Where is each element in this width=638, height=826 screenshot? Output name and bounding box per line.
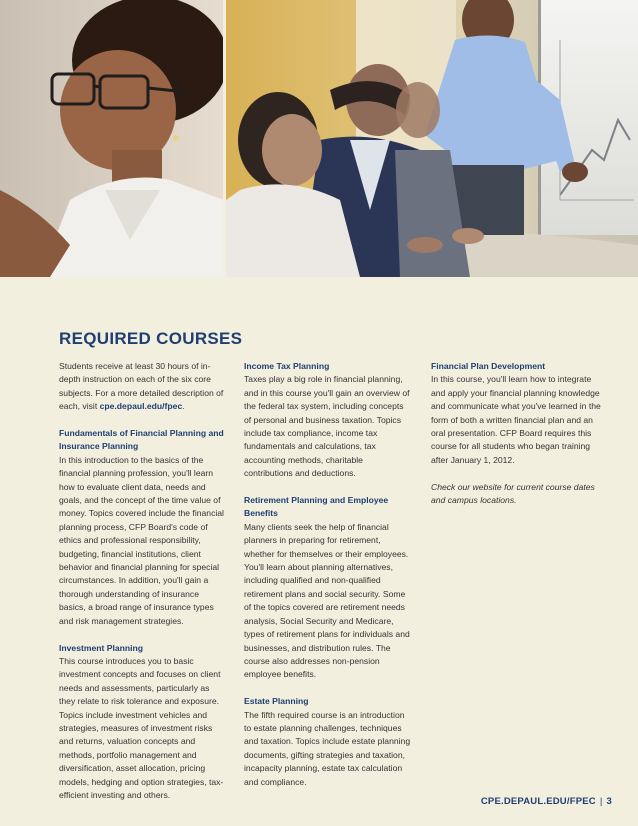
tax-heading: Income Tax Planning — [244, 361, 330, 371]
fundamentals-heading: Fundamentals of Financial Planning and Insurance Planning — [59, 428, 224, 452]
intro-text: Students receive at least 30 hours of in-depth instruction on each of the six core subjects. For a more detailed description of each, visit — [59, 361, 224, 412]
fundamentals-body: In this introduction to the basics of the financial planning profession, you'll learn how to evaluate client data, needs and goals, and the concept of the time value of money. Topics covered include the financial planning process, CFP Board's code of ethics and professional responsibility, budgeting, financial institutions, client behavior and financial planning for special circumstances. In addition, you'll gain a thorough understanding of insurance basics, a broad range of insurance types and risk management strategies. — [59, 454, 224, 626]
page-number: 3 — [606, 796, 612, 807]
retirement-heading: Retirement Planning and Employee Benefits — [244, 495, 389, 519]
column-3 — [431, 360, 601, 521]
retirement-body: Many clients seek the help of financial planners in preparing for retirement, whether for themselves or their employees. You'll learn about planning alternatives, including qualified and non-qualified retirement plans and social security. Some of the topics covered are retirement needs analysis, Social Security and Medicare, types of retirement plans for individuals and businesses, and distribution rules. The course also addresses non-pension employee benefits. — [244, 521, 410, 680]
tax-body: Taxes play a big role in financial planning, and in this course you'll gain an overview of the federal tax system, including concepts of personal and business taxation. Topics include tax compliance, income tax fundamentals and calculations, tax accounting methods, charitable contributions and deductions. — [244, 374, 410, 479]
classroom-photo — [0, 0, 638, 277]
footer-url[interactable]: CPE.DEPAUL.EDU/FPEC — [480, 796, 596, 807]
column-1 — [59, 360, 225, 816]
page-footer — [481, 796, 612, 807]
investment-body: This course introduces you to basic investment concepts and focuses on client needs and assessments, particularly as they relate to risk tolerance and exposure. Topics include investment vehicles and strategies, measures of investment risks and returns, valuation concepts and methods, portfolio management and diversification, asset allocation, pricing models, hedging and option strategies, tax-efficient investing and others. — [59, 655, 224, 800]
column-2 — [244, 360, 412, 802]
section-title: REQUIRED COURSES — [59, 329, 243, 348]
website-link[interactable]: cpe.depaul.edu/fpec — [99, 401, 183, 412]
header-photo — [0, 0, 638, 277]
photo-divider — [223, 0, 226, 277]
plan-body: In this course, you'll learn how to integrate and apply your financial planning knowledge and communicate what you've learned in the form of both a written financial plan and an oral presentation. CFP Board requires this course for all students who began training after January 1, 2012. — [431, 374, 601, 465]
intro-paragraph — [59, 360, 225, 414]
investment-heading: Investment Planning — [59, 642, 144, 653]
estate-body: The fifth required course is an introduction to estate planning challenges, techniques and taxation. Topics include estate planning documents, gifting strategies and taxation, incapacity planning, estate tax calculation and compliance. — [244, 709, 411, 787]
intro-end: . — [182, 401, 185, 412]
footer-separator: | — [599, 796, 603, 807]
estate-heading: Estate Planning — [244, 696, 309, 707]
plan-heading: Financial Plan Development — [431, 361, 546, 371]
website-note: Check our website for current course dates and campus locations. — [431, 481, 595, 506]
